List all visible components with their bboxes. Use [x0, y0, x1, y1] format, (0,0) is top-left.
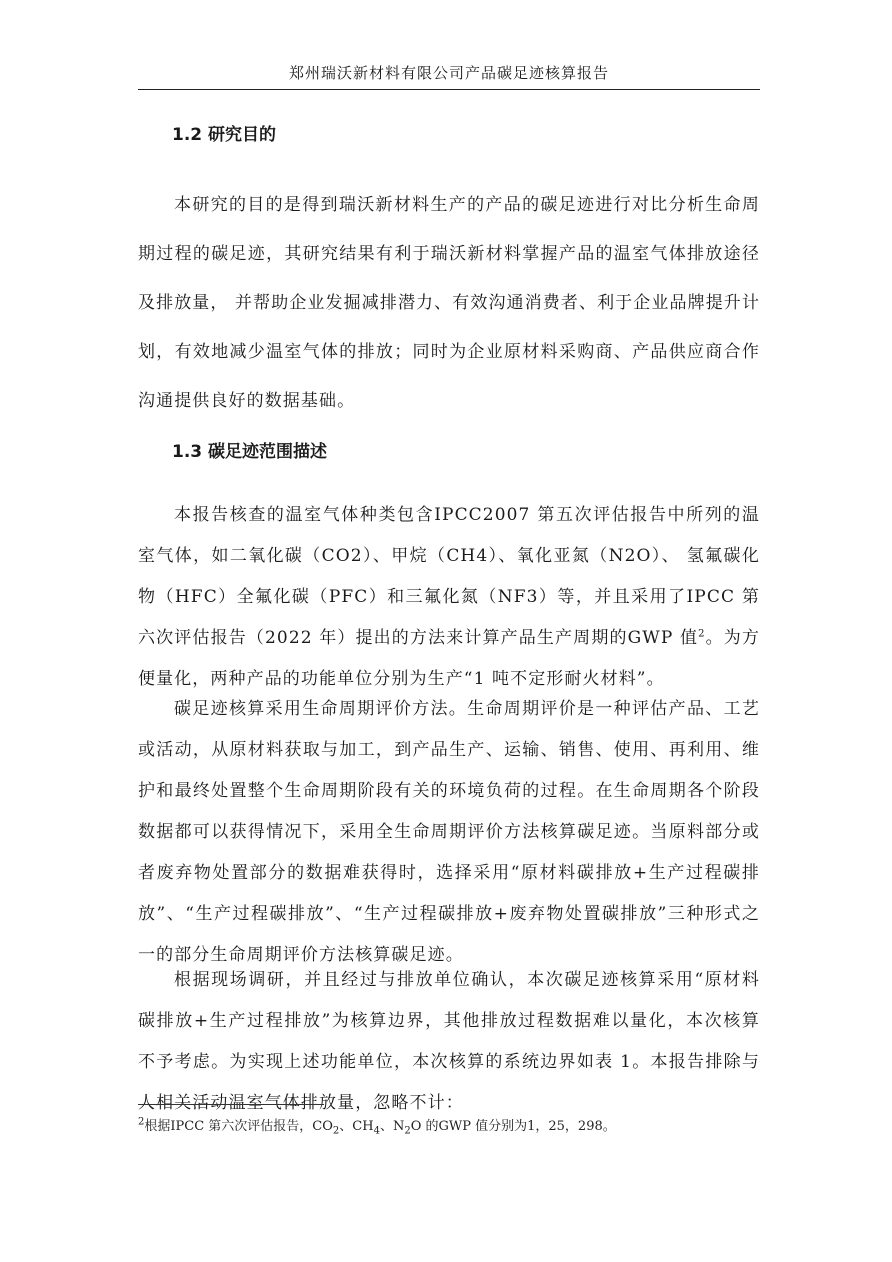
footnote-text-b: 、CH	[339, 1119, 374, 1134]
research-purpose-paragraph: 本研究的目的是得到瑞沃新材料生产的产品的碳足迹进行对比分析生命周期过程的碳足迹，其研究结果有利于瑞沃新材料掌握产品的温室气体排放途径及排放量， 并帮助企业发掘减排潜力、有效沟通消费者、利于企业品牌提升计划，有效地减少温室气体的排放；同时为企业原材料采购商、产品供应商合作沟通提供良好的数据基础。	[138, 195, 760, 411]
footnote	[138, 1115, 616, 1137]
footnote-text-d: O 的GWP 值分别为1，25，298。	[410, 1119, 616, 1134]
footnote-sub-n2o: 2	[404, 1125, 411, 1137]
footnote-divider	[138, 1104, 324, 1105]
section-heading-research-purpose: 1.2 研究目的	[172, 125, 277, 145]
footnote-text-a: 根据IPCC 第六次评估报告，CO	[144, 1119, 333, 1134]
page-header	[138, 62, 760, 90]
scope-paragraph-1	[138, 495, 760, 700]
footnote-text-c: 、N	[379, 1119, 405, 1134]
scope-paragraph-2: 碳足迹核算采用生命周期评价方法。生命周期评价是一种评估产品、工艺或活动，从原材料获取与加工，到产品生产、运输、销售、使用、再利用、维护和最终处置整个生命周期阶段有关的环境负荷的过程。在生命周期各个阶段数据都可以获得情况下，采用全生命周期评价方法核算碳足迹。当原料部分或者废弃物处置部分的数据难获得时，选择采用“原材料碳排放+生产过程碳排放”、“生产过程碳排放”、“生产过程碳排放+废弃物处置碳排放”三种形式之一的部分生命周期评价方法核算碳足迹。	[138, 699, 760, 965]
footnote-ref[interactable]: 2	[698, 628, 706, 640]
scope-paragraph-1-text-a: 本报告核查的温室气体种类包含IPCC2007 第五次评估报告中所列的温室气体，如二氧化碳（CO2）、甲烷（CH4）、氧化亚氮（N2O）、 氢氟碳化物（HFC）全氟化碳（PFC）和三氟化氮（NF3）等，并且采用了IPCC 第六次评估报告（2022 年）提出的方法来计算产品生产周期的GWP 值	[138, 505, 760, 648]
header-title: 郑州瑞沃新材料有限公司产品碳足迹核算报告	[288, 64, 609, 82]
section-heading-scope: 1.3 碳足迹范围描述	[172, 442, 328, 462]
scope-paragraph-1-text-b: 。为方便量化，两种产品的功能单位分别为生产“1 吨不定形耐火材料”。	[138, 628, 760, 689]
footnote-sub-co2: 2	[332, 1125, 340, 1137]
footnote-sub-ch4: 4	[373, 1125, 380, 1137]
scope-paragraph-3: 根据现场调研，并且经过与排放单位确认，本次碳足迹核算采用“原材料碳排放+生产过程排放”为核算边界，其他排放过程数据难以量化，本次核算不予考虑。为实现上述功能单位，本次核算的系统边界如表 1。本报告排除与人相关活动温室气体排放量，忽略不计：	[138, 970, 760, 1113]
footnote-marker: 2	[138, 1116, 145, 1128]
